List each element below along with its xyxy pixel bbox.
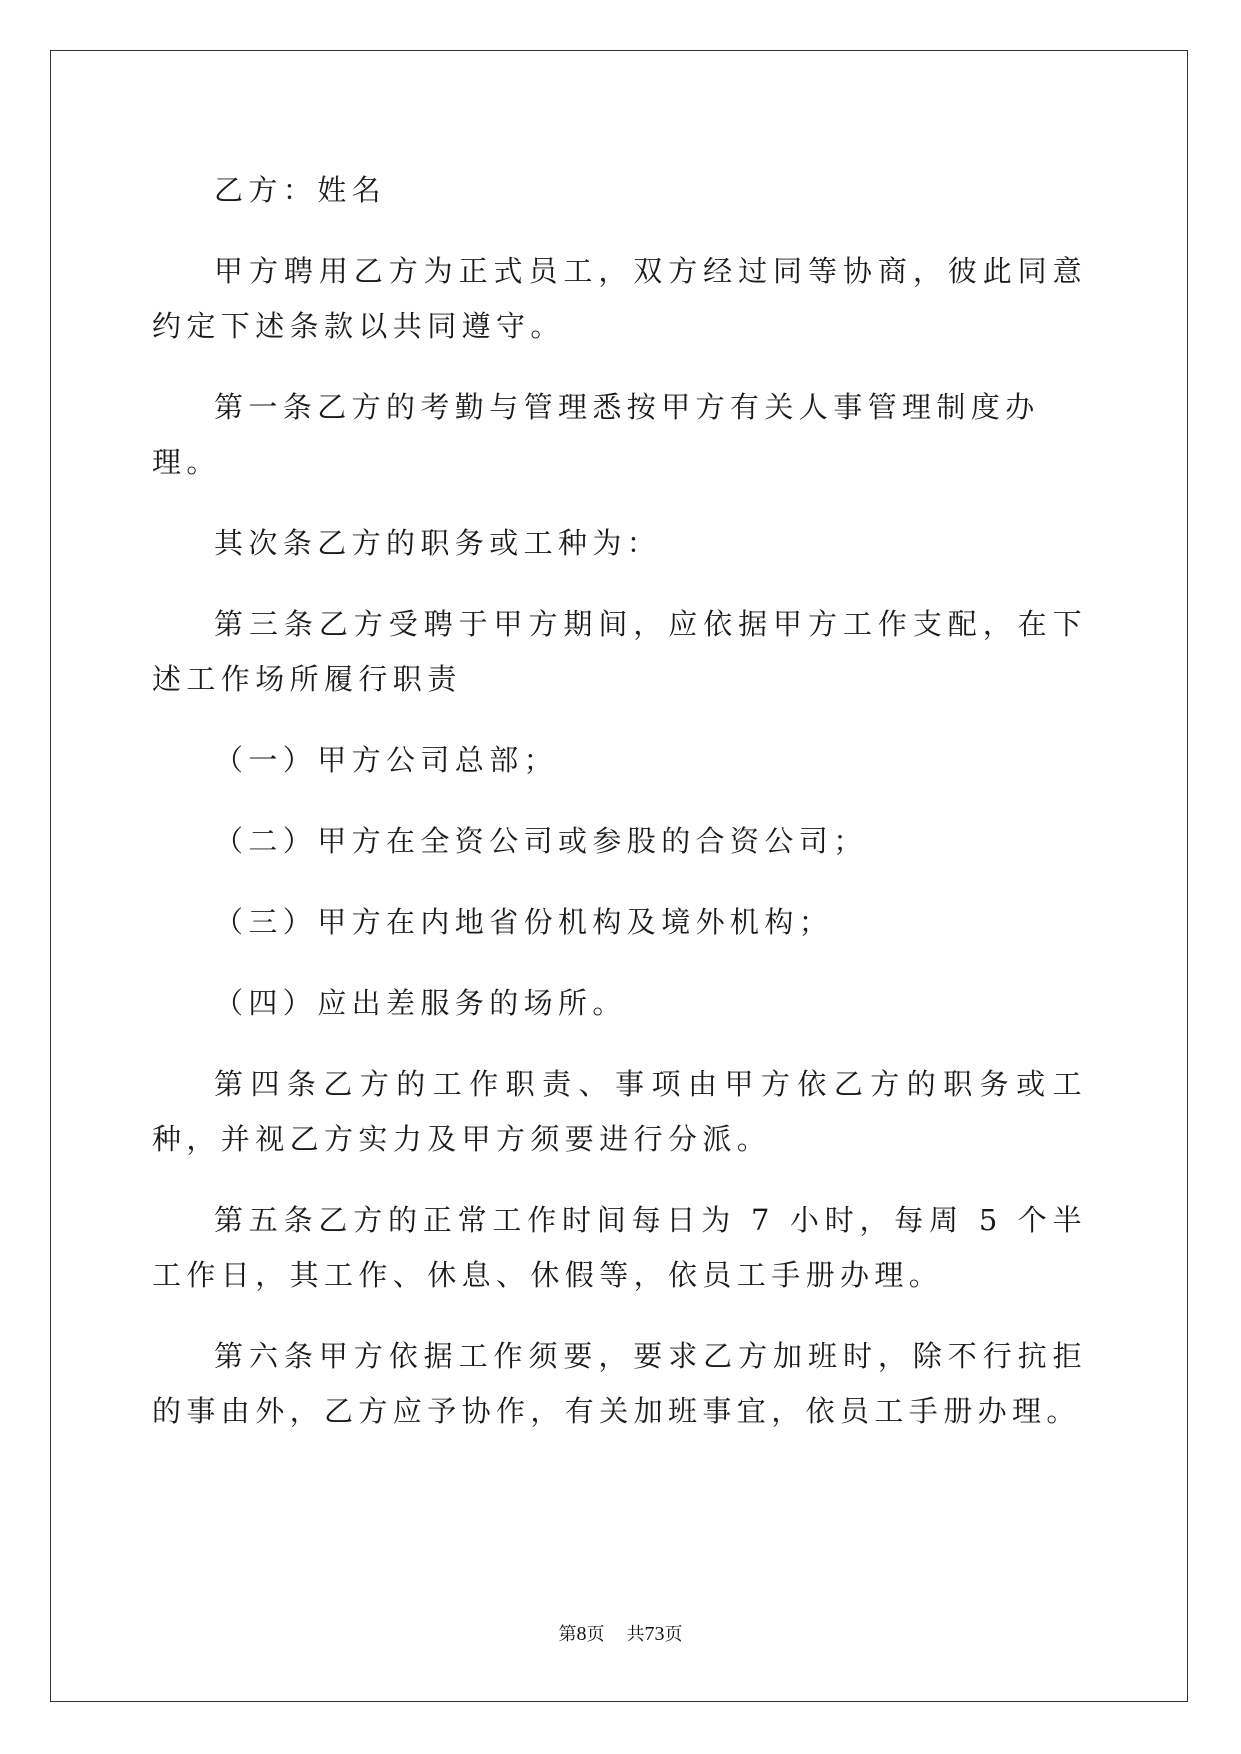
paragraph-article-4: 第四条乙方的工作职责、事项由甲方依乙方的职务或工种，并视乙方实力及甲方须要进行分派。 [152,1067,1087,1156]
page-prefix: 第 [558,1624,577,1644]
list-item-2: （二）甲方在全资公司或参股的合资公司； [214,824,868,858]
total-pages: 73 [644,1623,665,1645]
paragraph-intro: 甲方聘用乙方为正式员工，双方经过同等协商，彼此同意约定下述条款以共同遵守。 [152,254,1087,343]
list-item-4: （四）应出差服务的场所。 [214,986,627,1020]
paragraph-article-5: 第五条乙方的正常工作时间每日为 7 小时，每周 5 个半工作日，其工作、休息、休假等，依员工手册办理。 [152,1203,1087,1292]
page-number: 8 [576,1623,587,1645]
list-item-1: （一）甲方公司总部； [214,743,559,777]
list-item-3: （三）甲方在内地省份机构及境外机构； [214,905,834,939]
paragraph-article-6: 第六条甲方依据工作须要，要求乙方加班时，除不行抗拒的事由外，乙方应予协作，有关加班事宜，依员工手册办理。 [152,1339,1087,1428]
total-prefix: 共 [626,1624,645,1644]
total-suffix: 页 [664,1624,683,1644]
page-suffix: 页 [586,1624,605,1644]
page-footer [0,1620,1241,1646]
document-body [152,163,1087,1465]
paragraph-article-3: 第三条乙方受聘于甲方期间，应依据甲方工作支配，在下述工作场所履行职责 [152,607,1087,696]
paragraph-party-b: 乙方：姓名 [214,173,387,207]
paragraph-article-2: 其次条乙方的职务或工种为： [214,526,662,560]
paragraph-article-1: 第一条乙方的考勤与管理悉按甲方有关人事管理制度办理。 [152,390,1040,479]
